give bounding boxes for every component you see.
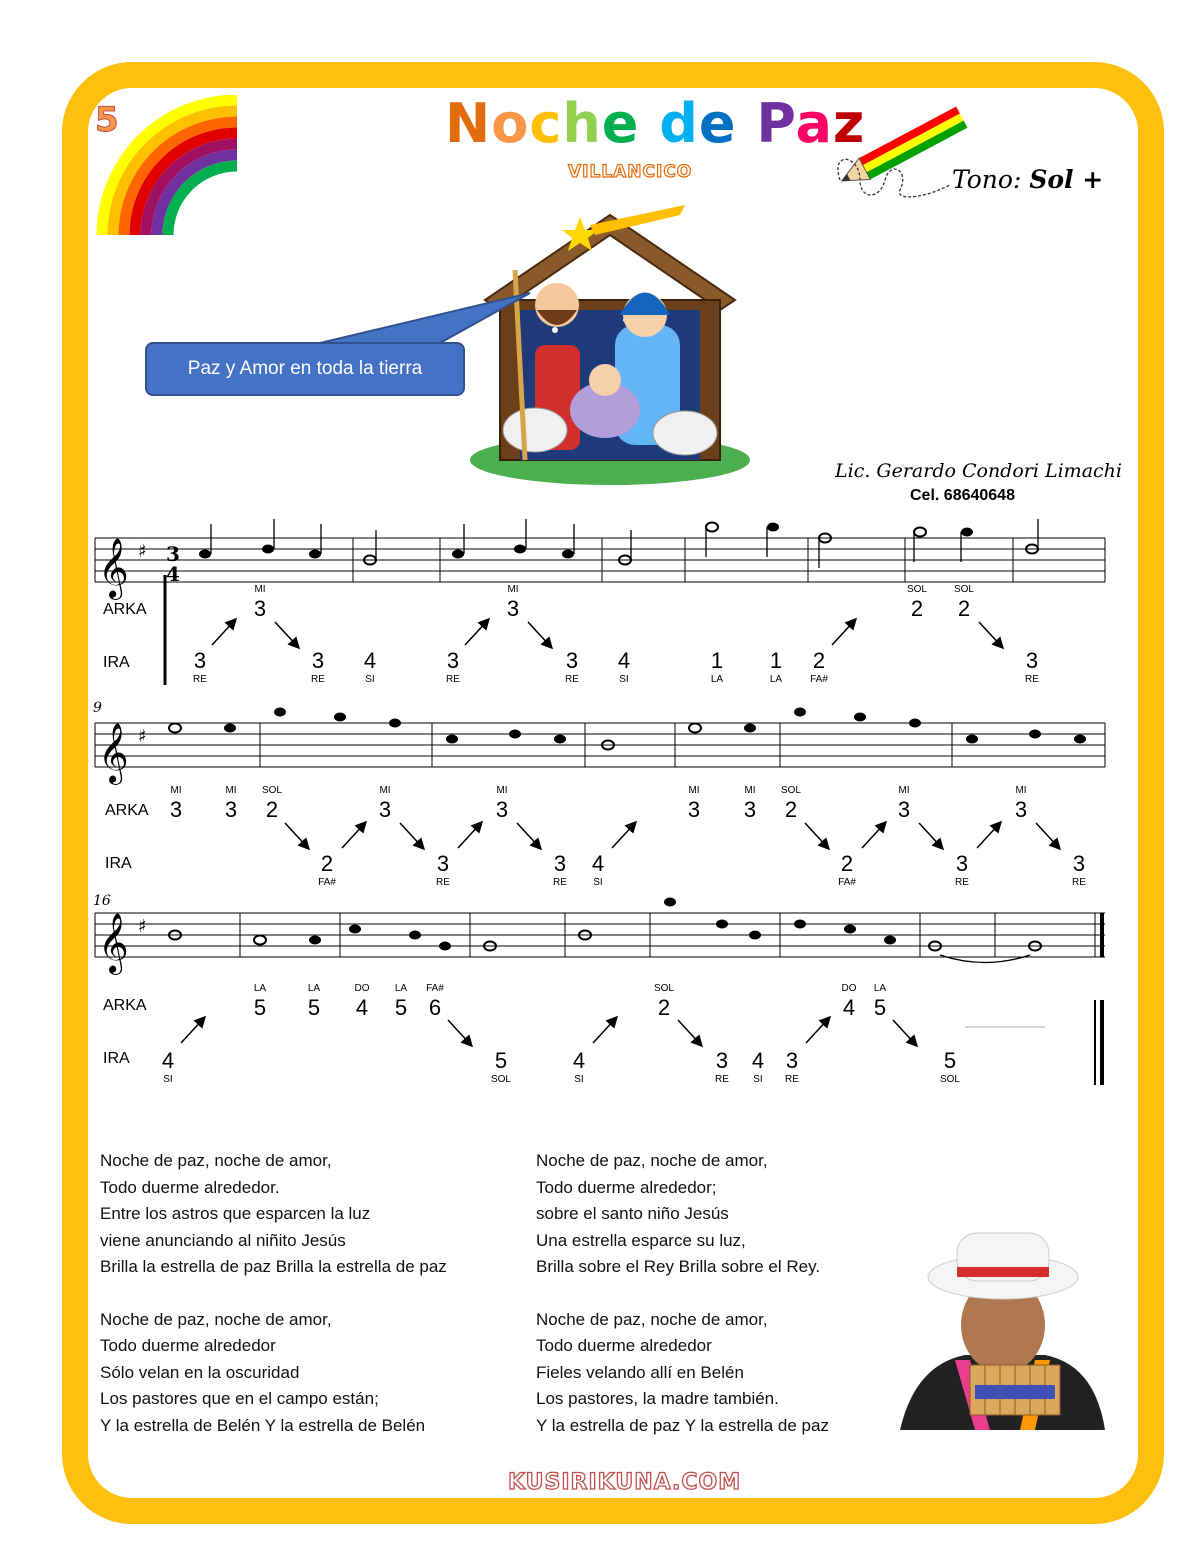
- title-letter: h: [562, 92, 602, 155]
- lyrics-line: Los pastores que en el campo están;: [100, 1389, 379, 1408]
- tab-ira-hole: 5: [943, 1048, 957, 1073]
- footer-website[interactable]: KUSIRIKUNA.COM: [500, 1470, 749, 1495]
- tab-ira-hole: 4: [617, 648, 631, 673]
- tab-note-name: MI: [898, 785, 910, 796]
- tab-ira-hole: 4: [572, 1048, 586, 1073]
- tab-ira-hole: 4: [161, 1048, 175, 1073]
- tab-arka-hole: 4: [842, 995, 856, 1020]
- tab-note-name: RE: [446, 674, 460, 685]
- lyrics-line: Los pastores, la madre también.: [536, 1389, 779, 1408]
- tab-ira-hole: 2: [812, 648, 826, 673]
- tab-ira-hole: 1: [769, 648, 783, 673]
- lyrics-line: Brilla sobre el Rey Brilla sobre el Rey.: [536, 1257, 821, 1276]
- svg-text:𝄞: 𝄞: [98, 913, 129, 973]
- measure-number-16: 16: [93, 893, 111, 909]
- lyrics-line: Todo duerme alrededor: [536, 1336, 712, 1355]
- lyrics-right-column: [536, 1148, 829, 1465]
- title-letter: e: [601, 92, 640, 155]
- lyrics-line: Sólo velan en la oscuridad: [100, 1362, 300, 1382]
- ira-label-2: IRA: [105, 855, 132, 872]
- tab-arka-hole: 2: [265, 797, 279, 822]
- title-letter: o: [491, 92, 530, 155]
- tono-label: Tono: Sol +: [952, 165, 1104, 194]
- tab-arka-hole: 3: [1014, 797, 1028, 822]
- tab-note-name: RE: [715, 1074, 729, 1085]
- tab-arka-hole: 5: [873, 995, 887, 1020]
- song-subtitle: VILLANCICO: [568, 162, 693, 182]
- tab-note-name: MI: [379, 785, 391, 796]
- tab-arka-hole: 5: [307, 995, 321, 1020]
- lyrics-line: Brilla la estrella de paz Brilla la estrella de paz: [100, 1257, 447, 1276]
- lyrics-line: Todo duerme alrededor: [100, 1336, 276, 1355]
- tab-note-name: RE: [436, 877, 450, 888]
- lyrics-line: Todo duerme alrededor;: [536, 1177, 717, 1197]
- lyrics-verse: [536, 1307, 829, 1440]
- lyrics-line: Entre los astros que esparcen la luz: [100, 1204, 371, 1223]
- tab-note-name: SOL: [653, 983, 674, 994]
- tab-note-name: FA#: [426, 983, 444, 994]
- tab-arka-hole: 3: [897, 797, 911, 822]
- ira-label-1: IRA: [103, 654, 130, 671]
- lyrics-line: Noche de paz, noche de amor,: [536, 1151, 768, 1170]
- lyrics-line: Noche de paz, noche de amor,: [536, 1309, 768, 1329]
- lyrics-verse: [536, 1148, 829, 1281]
- tab-note-name: LA: [394, 983, 408, 994]
- lyrics-line: Noche de paz, noche de amor,: [100, 1151, 332, 1170]
- tab-arka-hole: 3: [495, 797, 509, 822]
- treble-clef-icon: 𝄞: [98, 538, 129, 598]
- tab-ira-hole: 4: [751, 1048, 765, 1073]
- tab-arka-hole: 2: [784, 797, 798, 822]
- tab-note-name: MI: [507, 584, 519, 595]
- tab-arka-hole: 4: [355, 995, 369, 1020]
- author-phone: Cel. 68640648: [910, 487, 1015, 504]
- title-letter: N: [445, 92, 492, 155]
- tab-arka-hole: 3: [169, 797, 183, 822]
- svg-text:♯: ♯: [138, 726, 147, 747]
- svg-text:♯: ♯: [138, 916, 147, 937]
- tab-note-name: SI: [753, 1074, 763, 1085]
- tab-note-name: FA#: [318, 877, 336, 888]
- tab-note-name: LA: [710, 674, 724, 685]
- lyrics-verse: [100, 1307, 447, 1440]
- tab-ira-hole: 3: [311, 648, 325, 673]
- tab-ira-hole: 1: [710, 648, 724, 673]
- tab-note-name: DO: [354, 983, 370, 994]
- tab-ira-hole: 3: [1025, 648, 1039, 673]
- lyrics-line: Y la estrella de Belén Y la estrella de Belén: [100, 1415, 426, 1435]
- tab-note-name: SOL: [490, 1074, 511, 1085]
- tab-arka-hole: 5: [253, 995, 267, 1020]
- callout-bubble: Paz y Amor en toda la tierra: [145, 342, 465, 396]
- tab-note-name: LA: [769, 674, 783, 685]
- tab-note-name: RE: [1072, 877, 1086, 888]
- tab-arka-hole: 3: [506, 596, 520, 621]
- tab-ira-hole: 3: [785, 1048, 799, 1073]
- title-letter: P: [756, 92, 796, 155]
- tab-note-name: SOL: [780, 785, 801, 796]
- tab-arka-hole: 5: [394, 995, 408, 1020]
- svg-text:♯: ♯: [138, 541, 147, 562]
- lyrics-left-column: [100, 1148, 447, 1465]
- tab-arka-hole: 2: [910, 596, 924, 621]
- tab-ira-hole: 5: [494, 1048, 508, 1073]
- tab-note-name: SOL: [939, 1074, 960, 1085]
- title-letter: c: [529, 92, 563, 155]
- tab-note-name: MI: [496, 785, 508, 796]
- tab-note-name: FA#: [810, 674, 828, 685]
- tab-ira-hole: 3: [446, 648, 460, 673]
- tab-note-name: LA: [253, 983, 267, 994]
- tab-ira-hole: 2: [320, 851, 334, 876]
- lyrics-line: Una estrella esparce su luz,: [536, 1230, 746, 1250]
- tab-arka-hole: 6: [428, 995, 442, 1020]
- lyrics-line: Noche de paz, noche de amor,: [100, 1309, 332, 1329]
- tab-ira-hole: 2: [840, 851, 854, 876]
- tab-note-name: RE: [565, 674, 579, 685]
- lyrics-line: Fieles velando allí en Belén: [536, 1362, 744, 1382]
- tab-note-name: MI: [688, 785, 700, 796]
- panpipe-player-photo: [895, 1225, 1110, 1430]
- tab-note-name: RE: [553, 877, 567, 888]
- tab-note-name: SI: [365, 674, 375, 685]
- arka-label-2: ARKA: [105, 802, 149, 819]
- lyrics-line: viene anunciando al niñito Jesús: [100, 1230, 346, 1250]
- title-letter: e: [698, 92, 737, 155]
- tab-note-name: RE: [193, 674, 207, 685]
- tab-ira-hole: 3: [553, 851, 567, 876]
- tab-ira-hole: 3: [1072, 851, 1086, 876]
- tab-note-name: MI: [254, 584, 266, 595]
- tab-arka-hole: 3: [743, 797, 757, 822]
- tab-note-name: LA: [873, 983, 887, 994]
- tab-ira-hole: 3: [715, 1048, 729, 1073]
- tab-ira-hole: 4: [591, 851, 605, 876]
- tab-note-name: LA: [307, 983, 321, 994]
- title-letter: z: [832, 92, 866, 155]
- tab-note-name: DO: [841, 983, 857, 994]
- lyrics-line: Y la estrella de paz Y la estrella de paz: [536, 1415, 829, 1435]
- tab-note-name: MI: [1015, 785, 1027, 796]
- tab-note-name: RE: [955, 877, 969, 888]
- tab-note-name: MI: [225, 785, 237, 796]
- tab-note-name: SI: [593, 877, 603, 888]
- arka-label-3: ARKA: [103, 997, 147, 1014]
- tab-arka-hole: 2: [957, 596, 971, 621]
- tab-note-name: SOL: [906, 584, 927, 595]
- tab-note-name: SOL: [261, 785, 282, 796]
- author-name: Lic. Gerardo Condori Limachi: [835, 460, 1122, 482]
- tab-ira-hole: 3: [565, 648, 579, 673]
- tab-arka-hole: 2: [657, 995, 671, 1020]
- ira-label-3: IRA: [103, 1050, 130, 1067]
- page-number: 5: [95, 100, 119, 140]
- tab-ira-hole: 3: [955, 851, 969, 876]
- title-letter: d: [659, 92, 699, 155]
- svg-text:4: 4: [166, 562, 180, 586]
- tab-note-name: SI: [574, 1074, 584, 1085]
- tab-ira-hole: 3: [193, 648, 207, 673]
- tab-arka-hole: 3: [687, 797, 701, 822]
- tab-note-name: FA#: [838, 877, 856, 888]
- tab-note-name: MI: [170, 785, 182, 796]
- measure-number-9: 9: [93, 700, 102, 716]
- tab-note-name: RE: [1025, 674, 1039, 685]
- tab-note-name: SOL: [953, 584, 974, 595]
- tab-ira-hole: 4: [363, 648, 377, 673]
- tab-arka-hole: 3: [378, 797, 392, 822]
- tab-note-name: SI: [619, 674, 629, 685]
- tab-note-name: RE: [785, 1074, 799, 1085]
- tab-note-name: RE: [311, 674, 325, 685]
- tab-ira-hole: 3: [436, 851, 450, 876]
- lyrics-line: Todo duerme alrededor.: [100, 1177, 280, 1197]
- lyrics-line: sobre el santo niño Jesús: [536, 1204, 729, 1223]
- tab-arka-hole: 3: [253, 596, 267, 621]
- lyrics-verse: [100, 1148, 447, 1281]
- arka-label-1: ARKA: [103, 601, 147, 618]
- tab-arka-hole: 3: [224, 797, 238, 822]
- svg-text:3: 3: [166, 542, 180, 566]
- title-letter: a: [795, 92, 833, 155]
- tab-note-name: SI: [163, 1074, 173, 1085]
- svg-text:𝄞: 𝄞: [98, 723, 129, 783]
- tab-note-name: MI: [744, 785, 756, 796]
